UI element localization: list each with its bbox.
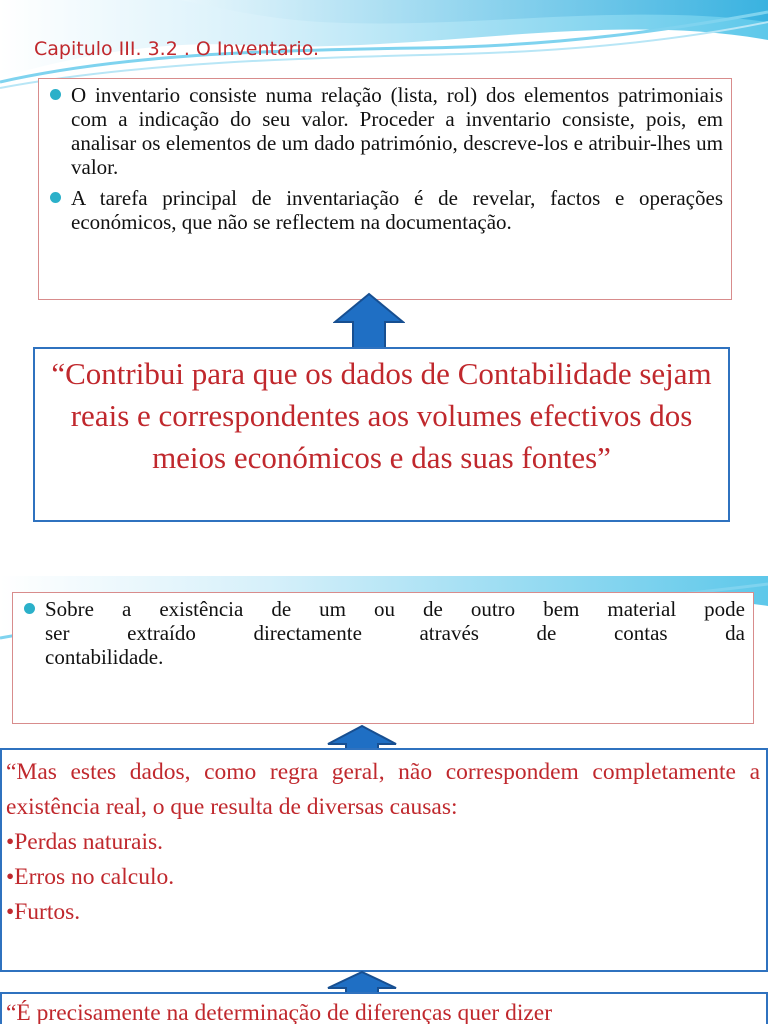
next-quote-box: “É precisamente na determinação de diferenças quer dizer	[0, 992, 768, 1024]
quote-box	[0, 748, 768, 972]
quote-intro: “Mas estes dados, como regra geral, não correspondem completamente a existência real, o que resulta de diversas causas:	[6, 759, 760, 820]
up-arrow-icon	[326, 970, 398, 994]
up-arrow-icon	[333, 292, 405, 350]
bullet-text: O inventario consiste numa relação (lista, rol) dos elementos patrimoniais com a indicação do seu valor. Proceder a inventario consiste, pois, em analisar os elementos de um dado património, descreve-los e atribuir-lhes um valor.	[71, 83, 723, 179]
inventory-definition-box	[38, 78, 732, 300]
list-item	[15, 621, 745, 645]
bullet-list	[15, 597, 745, 669]
cause-item: •Furtos.	[6, 899, 81, 925]
bullet-list	[41, 83, 723, 234]
bullet-line: ser extraído directamente através de contas da	[45, 621, 745, 645]
list-item	[15, 645, 745, 669]
bullet-line: Sobre a existência de um ou de outro bem material pode	[45, 597, 745, 621]
bullet-dot-icon	[50, 192, 61, 203]
cause-item: •Perdas naturais.	[6, 829, 164, 855]
slide-title: Capitulo III. 3.2 . O Inventario.	[34, 38, 320, 60]
quote-box: “Contribui para que os dados de Contabilidade sejam reais e correspondentes aos volumes efectivos dos meios económicos e das suas fontes”	[33, 347, 730, 522]
slide-2	[0, 576, 768, 1024]
up-arrow-icon	[326, 724, 398, 750]
bullet-dot-icon	[24, 603, 35, 614]
list-item	[15, 597, 745, 621]
bullet-line: contabilidade.	[45, 645, 164, 669]
list-item	[41, 186, 723, 234]
bullet-text: A tarefa principal de inventariação é de revelar, factos e operações económicos, que não se reflectem na documentação.	[71, 186, 723, 234]
bullet-dot-icon	[50, 89, 61, 100]
list-item	[41, 83, 723, 179]
existence-box	[12, 592, 754, 724]
cause-item: •Erros no calculo.	[6, 864, 175, 890]
